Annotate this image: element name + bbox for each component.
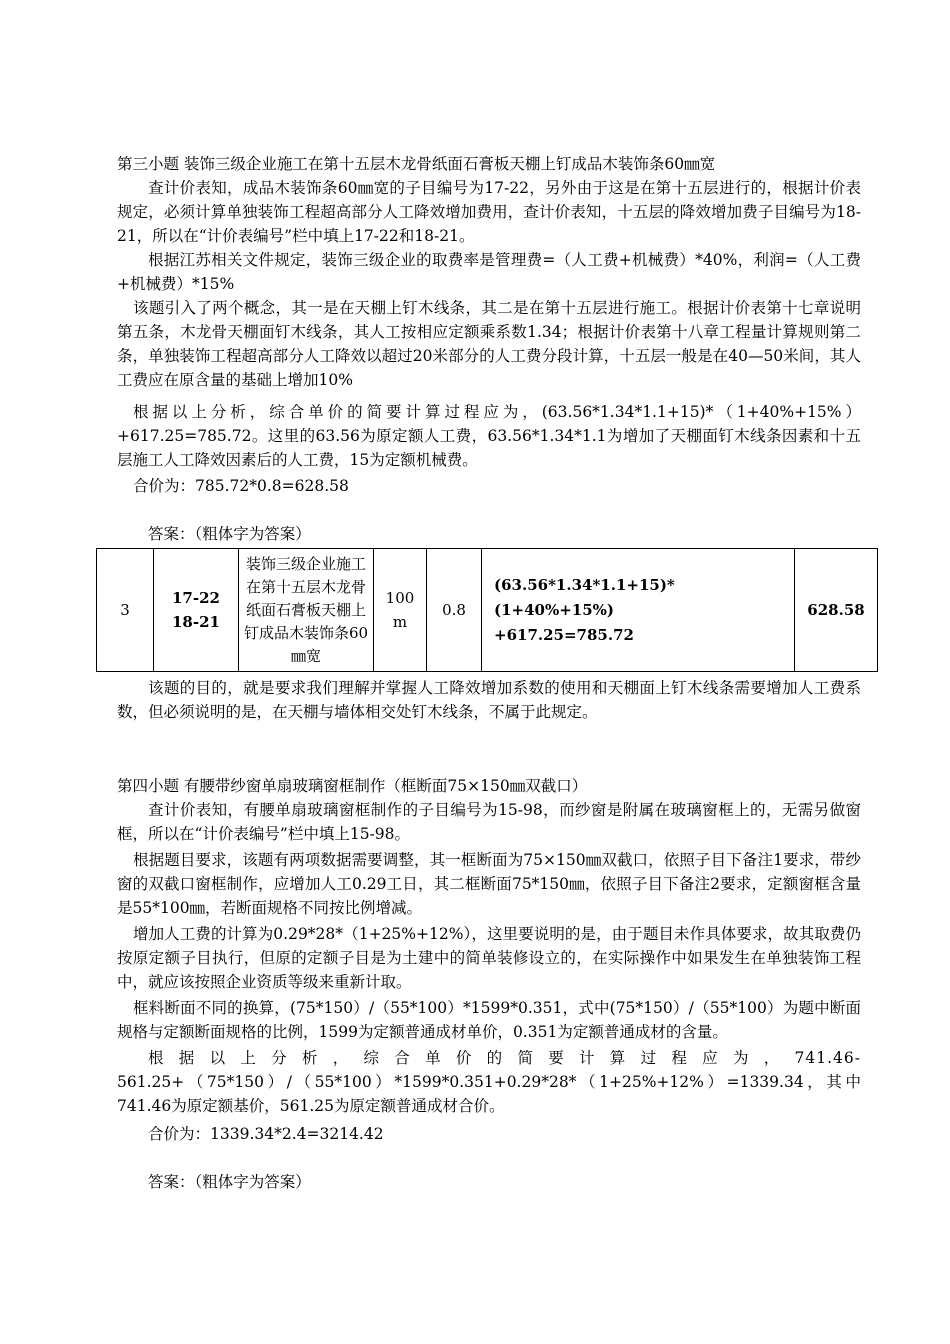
section3-answer-label: 答案：（粗体字为答案） bbox=[148, 525, 311, 543]
cell-quantity: 0.8 bbox=[427, 549, 482, 672]
calc-line: (63.56*1.34*1.1+15)*(1+40%+15%) bbox=[494, 575, 675, 619]
section3-para4: 根据以上分析，综合单价的简要计算过程应为，(63.56*1.34*1.1+15)*（1+40%+15%）+617.25=785.72。这里的63.56为原定额人工费，63.56*1.34*1.1为增加了天棚面钉木线条因素和十五层施工人工降效因素后的人工费，15为定额机械费。 bbox=[117, 403, 861, 469]
table-row bbox=[97, 549, 878, 672]
section3-title: 第三小题 装饰三级企业施工在第十五层木龙骨纸面石膏板天棚上钉成品木装饰条60㎜宽 bbox=[117, 155, 716, 173]
calc-line: +617.25=785.72 bbox=[494, 625, 634, 644]
section3-para3: 该题引入了两个概念，其一是在天棚上钉木线条，其二是在第十五层进行施工。根据计价表第十七章说明第五条，木龙骨天棚面钉木线条，其人工按相应定额乘系数1.34；根据计价表第十八章工程量计算规则第二条，单独装饰工程超高部分人工降效以超过20米部分的人工费分段计算，十五层一般是在40—50米间，其人工费应在原含量的基础上增加10% bbox=[117, 299, 861, 389]
code-line: 18-21 bbox=[172, 613, 220, 631]
cell-item-name: 装饰三级企业施工在第十五层木龙骨纸面石膏板天棚上钉成品木装饰条60㎜宽 bbox=[239, 549, 374, 672]
cell-number: 3 bbox=[97, 549, 154, 672]
answer-table bbox=[96, 548, 878, 672]
section4-para4: 框料断面不同的换算，(75*150）/（55*100）*1599*0.351，式中(75*150）/（55*100）为题中断面规格与定额断面规格的比例，1599为定额普通成材单价，0.351为定额普通成材的含量。 bbox=[117, 999, 861, 1041]
section4-para3: 增加人工费的计算为0.29*28*（1+25%+12%），这里要说明的是，由于题目未作具体要求，故其取费仍按原定额子目执行，但原的定额子目是为土建中的简单装修设立的，在实际操作中如果发生在单独装饰工程中，就应该按照企业资质等级来重新计取。 bbox=[117, 925, 861, 991]
cell-total: 628.58 bbox=[795, 549, 878, 672]
cell-codes bbox=[154, 549, 239, 672]
section4-para5-rest: 561.25+（75*150）/（55*100）*1599*0.351+0.29*28*（1+25%+12%）=1339.34，其中741.46为原定额基价，561.25为原定额普通成材合价。 bbox=[117, 1073, 861, 1115]
section3-total: 合价为：785.72*0.8=628.58 bbox=[133, 477, 349, 495]
section4-para2: 根据题目要求，该题有两项数据需要调整，其一框断面为75×150㎜双截口，依照子目下备注1要求，带纱窗的双截口窗框制作，应增加人工0.29工日，其二框断面75*150㎜，依照子目下备注2要求，定额窗框含量是55*100㎜，若断面规格不同按比例增减。 bbox=[117, 851, 861, 917]
cell-calculation bbox=[482, 549, 795, 672]
unit-line: m bbox=[392, 613, 408, 631]
code-line: 17-22 bbox=[172, 589, 220, 607]
section4-total: 合价为：1339.34*2.4=3214.42 bbox=[148, 1125, 384, 1143]
section4-title: 第四小题 有腰带纱窗单扇玻璃窗框制作（框断面75×150㎜双截口） bbox=[117, 777, 588, 795]
section3-para2: 根据江苏相关文件规定，装饰三级企业的取费率是管理费=（人工费+机械费）*40%，利润=（人工费+机械费）*15% bbox=[117, 251, 861, 293]
section4-answer-label: 答案：（粗体字为答案） bbox=[148, 1173, 311, 1191]
section4-para5 bbox=[117, 1046, 861, 1118]
cell-unit bbox=[374, 549, 427, 672]
section4-para5-line1: 根据以上分析，综合单价的简要计算过程应为，741.46- bbox=[148, 1049, 861, 1067]
section3-para1: 查计价表知，成品木装饰条60㎜宽的子目编号为17-22，另外由于这是在第十五层进行的，根据计价表规定，必须计算单独装饰工程超高部分人工降效增加费用，查计价表知，十五层的降效增加费子目编号为18-21，所以在“计价表编号”栏中填上17-22和18-21。 bbox=[117, 179, 861, 245]
section4-para1: 查计价表知，有腰单扇玻璃窗框制作的子目编号为15-98，而纱窗是附属在玻璃窗框上的，无需另做窗框，所以在“计价表编号”栏中填上15-98。 bbox=[117, 801, 861, 843]
unit-line: 100 bbox=[385, 589, 415, 607]
section3-para5: 该题的目的，就是要求我们理解并掌握人工降效增加系数的使用和天棚面上钉木线条需要增加人工费系数，但必须说明的是，在天棚与墙体相交处钉木线条，不属于此规定。 bbox=[117, 679, 861, 721]
